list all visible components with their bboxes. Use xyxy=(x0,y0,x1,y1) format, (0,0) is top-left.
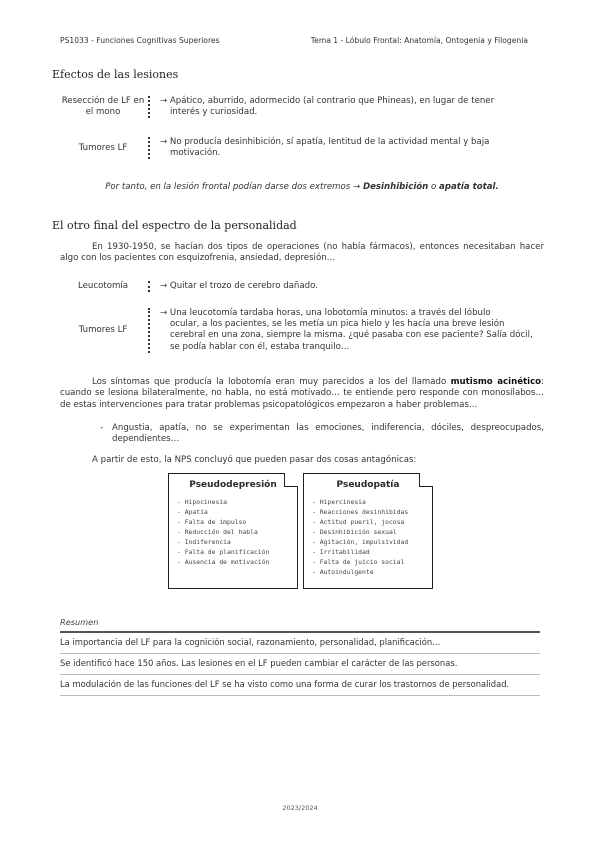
row-text-line1: → Una leucotomía tardaba horas, una lobotomía minutos: a través del lóbulo xyxy=(160,308,491,318)
topic-header: Tema 1 - Lóbulo Frontal: Anatomía, Ontogenia y Filogenia xyxy=(310,36,528,45)
row-text xyxy=(158,137,540,159)
mutismo-paragraph xyxy=(60,377,544,411)
list-item: - Hipercinesia xyxy=(312,498,366,506)
op-row-lobotomia xyxy=(60,308,540,353)
row-text xyxy=(158,308,540,353)
card-pseudopatia xyxy=(303,473,433,589)
list-item: - Reacciones desinhibidas xyxy=(312,507,409,516)
list-item: - Reducción del habla xyxy=(177,527,258,536)
list-item: - Ausencia de motivación xyxy=(177,557,270,566)
list-item: - Irritabilidad xyxy=(312,547,370,556)
summary-item: Se identificó hace 150 años. Las lesiones en el LF pueden cambiar el carácter de las personas. xyxy=(60,654,540,675)
row-label: Resección de LF en el mono xyxy=(61,96,145,118)
list-item: - Falta de planificación xyxy=(177,547,270,556)
list-item: - Apatía xyxy=(177,507,208,516)
list-item: - Hipocinesia xyxy=(177,498,228,506)
row-text-line2: motivación. xyxy=(170,148,221,159)
list-item: - Agitación, impulsividad xyxy=(312,537,409,546)
row-divider xyxy=(148,137,158,159)
row-text: → Quitar el trozo de cerebro dañado. xyxy=(160,281,318,291)
conclusion-apatia: apatía total. xyxy=(439,182,499,192)
row-text xyxy=(158,96,540,118)
card-list xyxy=(169,498,297,568)
card-fold-icon xyxy=(284,473,298,487)
list-item: - Falta de impulso xyxy=(177,517,247,526)
summary-item: La modulación de las funciones del LF se ha visto como una forma de curar los trastornos de personalidad. xyxy=(60,675,540,696)
op-row-leucotomia xyxy=(60,281,540,292)
course-header: PS1033 - Funciones Cognitivas Superiores xyxy=(60,36,220,45)
footer-year: 2023/2024 xyxy=(282,804,318,812)
conclusion-connector: o xyxy=(428,182,440,192)
conclusion-line xyxy=(60,182,544,192)
row-text-line2: ocular, a los pacientes, se les metía un pica hielo y les hacía una breve lesión cerebral en una zona, siempre la misma. ¿qué pasaba con ese paciente? Salía dócil, se podía hablar con él, estaba tranquilo… xyxy=(170,319,533,352)
section-title-lesiones: Efectos de las lesiones xyxy=(52,68,179,81)
row-text-line1: → Apático, aburrido, adormecido (al contrario que Phineas), en lugar de tener xyxy=(160,96,495,106)
bullet-item: Angustia, apatía, no se experimentan las emociones, indiferencia, dóciles, despreocupados, dependientes… xyxy=(112,423,544,445)
row-text-line1: → No producía desinhibición, sí apatía, lentitud de la actividad mental y baja xyxy=(160,137,490,147)
intro-paragraph: En 1930-1950, se hacían dos tipos de operaciones (no había fármacos), entonces necesitaban hacer algo con los pacientes con esquizofrenia, ansiedad, depresión… xyxy=(60,242,544,264)
mutismo-term: mutismo acinético xyxy=(450,377,542,387)
antagonic-paragraph: A partir de esto, la NPS concluyó que pueden pasar dos cosas antagónicas: xyxy=(92,455,417,465)
summary-item: La importancia del LF para la cognición social, razonamiento, personalidad, planificación… xyxy=(60,633,540,654)
bullet-dash: - xyxy=(100,423,104,433)
lesion-row-mono xyxy=(60,96,540,118)
list-item: - Autoindulgente xyxy=(312,567,374,576)
row-divider xyxy=(148,96,158,118)
section-title-espectro: El otro final del espectro de la personalidad xyxy=(52,219,297,232)
card-pseudodepresion xyxy=(168,473,298,589)
row-text-line2: interés y curiosidad. xyxy=(170,107,258,118)
row-divider xyxy=(148,281,158,292)
lesion-row-tumores xyxy=(60,137,540,159)
summary-title: Resumen xyxy=(60,617,540,633)
list-item: - Falta de juicio social xyxy=(312,557,405,566)
card-fold-icon xyxy=(419,473,433,487)
row-label: Tumores LF xyxy=(78,142,128,153)
conclusion-text: Por tanto, en la lesión frontal podían darse dos extremos → xyxy=(105,182,363,192)
row-divider xyxy=(148,308,158,353)
card-title: Pseudodepresión xyxy=(189,480,277,490)
conclusion-desinhibicion: Desinhibición xyxy=(362,182,429,192)
mutismo-text-a: Los síntomas que producía la lobotomía eran muy parecidos a los del llamado xyxy=(92,377,451,387)
summary-box xyxy=(60,617,540,696)
card-list xyxy=(304,498,432,578)
list-item: - Indiferencia xyxy=(177,537,231,546)
list-item: - Actitud pueril, jocosa xyxy=(312,517,405,526)
list-item: - Desinhibición sexual xyxy=(312,527,397,536)
row-label: Tumores LF xyxy=(78,324,128,335)
card-title: Pseudopatía xyxy=(336,480,400,490)
row-label: Leucotomía xyxy=(77,281,128,291)
mutismo-text-b: : cuando se lesiona bilateralmente, no habla, no está motivado… te entiende pero responde con monosílabos… de estas intervenciones para tratar problemas psicopatológicos empezaron a haber problemas… xyxy=(60,377,544,410)
